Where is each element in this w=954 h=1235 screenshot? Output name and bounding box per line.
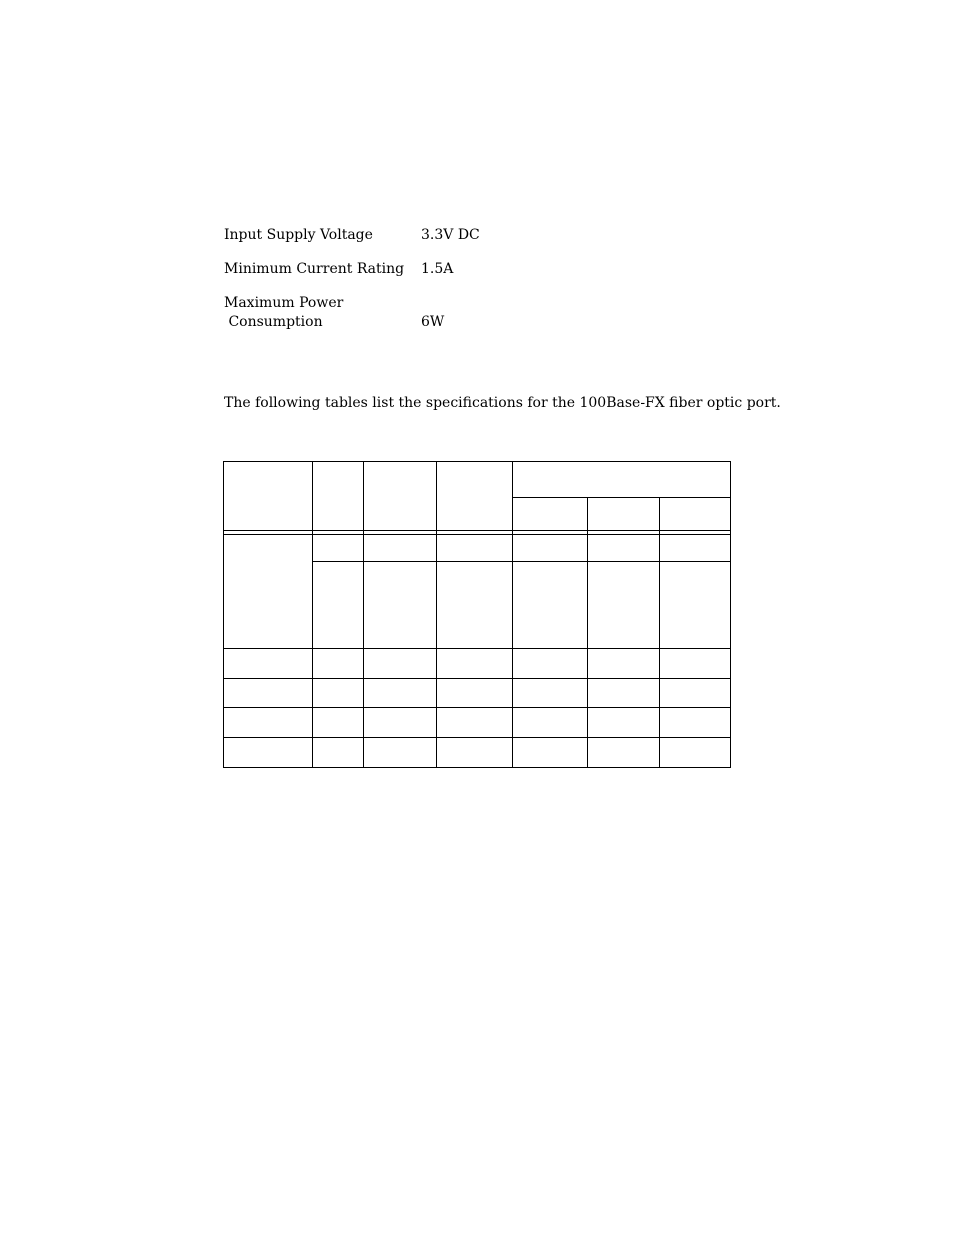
table-outer-border — [224, 462, 731, 768]
spec-value-max-power: 6W — [421, 314, 445, 330]
spec-label-input-voltage: Input Supply Voltage — [224, 227, 373, 243]
spec-value-current-rating: 1.5A — [421, 261, 454, 277]
table-grid — [223, 461, 731, 768]
spec-label-current-rating: Minimum Current Rating — [224, 261, 405, 277]
spec-value-input-voltage: 3.3V DC — [421, 227, 480, 243]
spec-label-max-power: Maximum Power Consumption — [224, 295, 344, 330]
fiber-optic-spec-table — [223, 461, 731, 768]
intro-paragraph: The following tables list the specifications for the 100Base-FX fiber optic port. — [224, 395, 781, 411]
